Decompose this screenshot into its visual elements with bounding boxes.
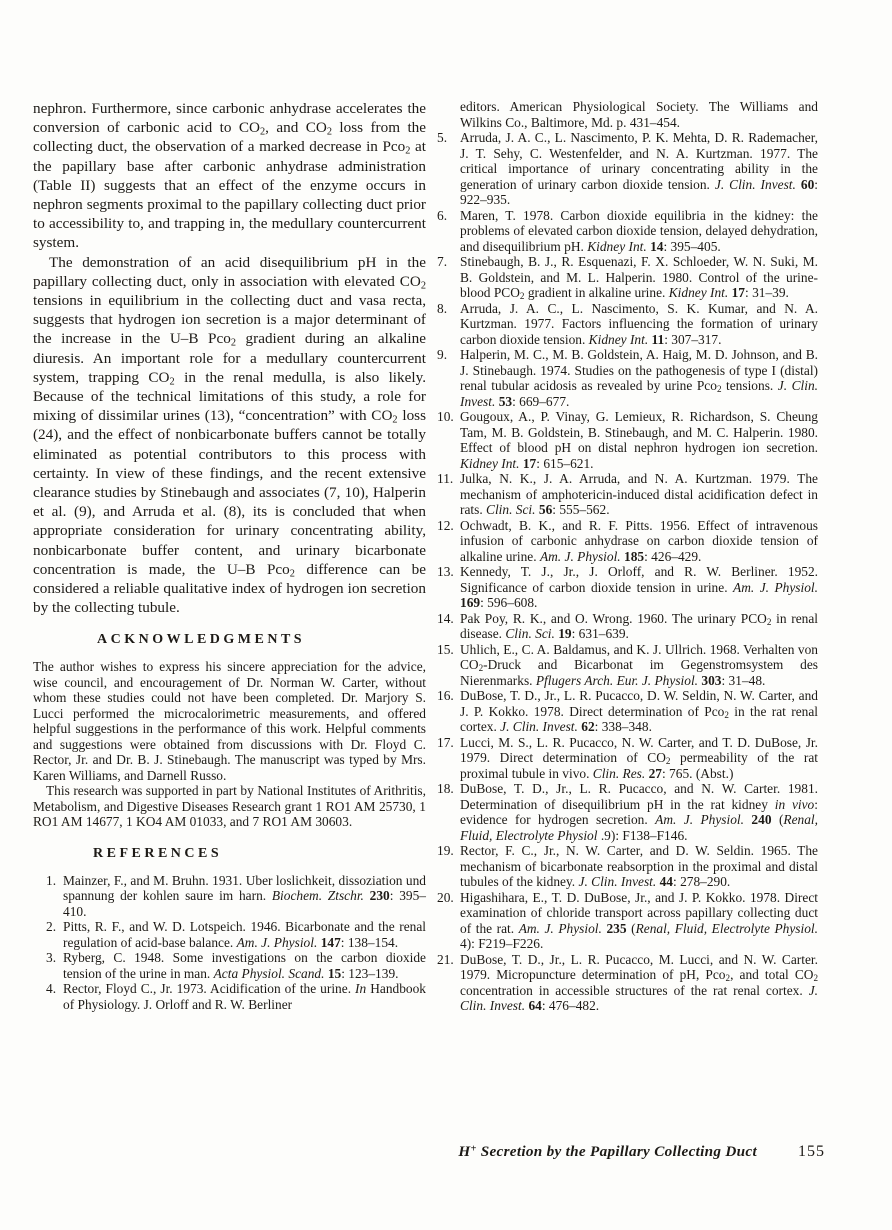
reference-text: Arruda, J. A. C., L. Nascimento, S. K. Kumar, and N. A. Kurtzman. 1977. Factors influencing the formation of urinary carbon dioxide tension. Kidney Int. 11: 307–317. bbox=[460, 300, 818, 347]
reference-number: 2. bbox=[46, 919, 57, 935]
reference-item bbox=[33, 919, 426, 950]
reference-item bbox=[437, 735, 818, 782]
reference-item bbox=[437, 611, 818, 642]
reference-item bbox=[33, 950, 426, 981]
reference-text: Pitts, R. F., and W. D. Lotspeich. 1946. Bicarbonate and the renal regulation of acid-base balance. Am. J. Physiol. 147: 138–154. bbox=[63, 919, 426, 950]
reference-text: Halperin, M. C., M. B. Goldstein, A. Haig, M. D. Johnson, and B. J. Stinebaugh. 1974. Studies on the pathogenesis of type I (distal) renal tubular acidosis as revealed by urine Pco$_2$ tensions. J. Clin. Invest. 53: 669–677. bbox=[460, 347, 819, 409]
right-column bbox=[437, 99, 818, 1014]
reference-item bbox=[437, 642, 818, 689]
reference-text: Gougoux, A., P. Vinay, G. Lemieux, R. Richardson, S. Cheung Tam, M. B. Goldstein, B. Stinebaugh, and M. C. Halperin. 1980. Effect of blood pH on distal nephron hydrogen ion secretion. Kidney Int. 17: 615–621. bbox=[460, 409, 818, 471]
reference-number: 13. bbox=[437, 564, 454, 579]
reference-number: 5. bbox=[437, 130, 448, 145]
reference-item bbox=[437, 347, 818, 409]
reference-text: DuBose, T. D., Jr., L. R. Pucacco, M. Lucci, and N. W. Carter. 1979. Micropuncture determination of pH, Pco$_2$, and total $CO_2$ concentration in accessible structures of the rat renal cortex. J. Clin. Invest. 64: 476–482. bbox=[460, 951, 818, 1013]
reference-text: Mainzer, F., and M. Bruhn. 1931. Uber loslichkeit, dissoziation und spannung der kohlen saure im harn. Biochem. Ztschr. 230: 395–410. bbox=[63, 872, 426, 919]
reference-text: Pak Poy, R. K., and O. Wrong. 1960. The urinary $PCO_2$ in renal disease. Clin. Sci. 19: 631–639. bbox=[460, 610, 818, 641]
reference-number: 7. bbox=[437, 254, 448, 269]
reference-text: Uhlich, E., C. A. Baldamus, and K. J. Ullrich. 1968. Verhalten von $CO_2$-Druck and Bicarbonat im Gegenstromsystem des Nierenmarks. Pflugers Arch. Eur. J. Physiol. 303: 31–48. bbox=[460, 641, 818, 688]
references-list-right bbox=[437, 130, 818, 1014]
page-number: 155 bbox=[798, 1143, 825, 1160]
reference-text: Lucci, M. S., L. R. Pucacco, N. W. Carter, and T. D. DuBose, Jr. 1979. Direct determination of $CO_2$ permeability of the rat proximal tubule in vivo. Clin. Res. 27: 765. (Abst.) bbox=[460, 734, 818, 781]
reference-number: 16. bbox=[437, 688, 454, 703]
reference-number: 11. bbox=[437, 471, 454, 486]
reference-number: 8. bbox=[437, 300, 448, 316]
reference-item bbox=[437, 890, 818, 952]
page-footer bbox=[33, 1143, 825, 1161]
reference-number: 17. bbox=[437, 734, 454, 750]
reference-text: Ryberg, C. 1948. Some investigations on the carbon dioxide tension of the urine in man. Acta Physiol. Scand. 15: 123–139. bbox=[63, 950, 426, 981]
reference-number: 19. bbox=[437, 843, 454, 858]
reference-number: 3. bbox=[46, 950, 57, 966]
references-heading: REFERENCES bbox=[93, 845, 223, 861]
reference-number: 12. bbox=[437, 517, 454, 533]
reference-number: 14. bbox=[437, 610, 454, 626]
references-list-left bbox=[33, 873, 426, 1013]
reference-number: 4. bbox=[46, 981, 57, 997]
reference-text: Julka, N. K., J. A. Arruda, and N. A. Kurtzman. 1979. The mechanism of amphotericin-induced distal acidification defect in rats. Clin. Sci. 56: 555–562. bbox=[460, 471, 818, 517]
reference-item bbox=[437, 254, 818, 301]
reference-item bbox=[33, 873, 426, 920]
reference-number: 6. bbox=[437, 207, 448, 223]
body-paragraph: nephron. Furthermore, since carbonic anhydrase accelerates the conversion of carbonic acid to $CO_2$, and $CO_2$ loss from the collecting duct, the observation of a marked decrease in Pco$_2$ at the papillary base after carbonic anhydrase administration (Table II) suggests that an effect of the enzyme occurs in nephron segments proximal to the papillary collecting duct prior to accessibility to, and trapping in, the medullary countercurrent system. bbox=[33, 100, 427, 252]
running-title: H+ Secretion by the Papillary Collecting Duct bbox=[458, 1143, 757, 1160]
reference-text: Kennedy, T. J., Jr., J. Orloff, and R. W. Berliner. 1952. Significance of carbon dioxide tension in urine. Am. J. Physiol. 169: 596–608. bbox=[460, 564, 818, 610]
reference-item bbox=[437, 301, 818, 348]
reference-number: 10. bbox=[437, 409, 454, 424]
reference-continuation: editors. American Physiological Society. The Williams and Wilkins Co., Baltimore, Md. p. 431–454. bbox=[460, 99, 818, 130]
reference-text: Rector, F. C., Jr., N. W. Carter, and D. W. Seldin. 1965. The mechanism of bicarbonate reabsorption in the proximal and distal tubules of the kidney. J. Clin. Invest. 44: 278–290. bbox=[460, 843, 818, 889]
reference-item bbox=[437, 781, 818, 843]
reference-number: 1. bbox=[46, 872, 57, 888]
reference-item bbox=[437, 843, 818, 890]
reference-number: 21. bbox=[437, 951, 454, 967]
reference-number: 9. bbox=[437, 347, 448, 362]
reference-text: Maren, T. 1978. Carbon dioxide equilibria in the kidney: the problems of elevated carbon dioxide tension, delayed dehydration, and disequilibrium pH. Kidney Int. 14: 395–405. bbox=[460, 207, 818, 254]
reference-item bbox=[33, 981, 426, 1012]
acknowledgments-paragraph: This research was supported in part by National Institutes of Arithritis, Metabolism, and Digestive Diseases Research grant 1 RO1 AM 25730, 1 RO1 AM 14677, 1 KO4 AM 01033, and 7 RO1 AM 30603. bbox=[33, 783, 426, 830]
left-column bbox=[33, 99, 426, 1012]
reference-text: DuBose, T. D., Jr., L. R. Pucacco, and N. W. Carter. 1981. Determination of disequilibrium pH in the rat kidney in vivo: evidence for hydrogen secretion. Am. J. Physiol. 240 (Renal, Fluid, Electrolyte Physiol .9): F138–F146. bbox=[460, 781, 818, 843]
reference-number: 15. bbox=[437, 641, 454, 657]
body-paragraph: The demonstration of an acid disequilibrium pH in the papillary collecting duct, only in association with elevated $CO_2$ tensions in equilibrium in the collecting duct and vasa recta, suggests that hydrogen ion secretion is a major determinant of the increase in the U–B Pco$_2$ gradient during an alkaline diuresis. An important role for a medullary countercurrent system, trapping $CO_2$ in the renal medulla, is also likely. Because of the technical limitations of this study, a role for mixing of dissimilar urines (13), “concentration” with $CO_2$ loss (24), and the effect of nonbicarbonate buffers cannot be totally eliminated as potential contributors to this process with certainty. In view of these findings, and the recent extensive clearance studies by Stinebaugh and associates (7, 10), Halperin et al. (9), and Arruda et al. (8), its is concluded that when appropriate consideration for urinary concentrating ability, nonbicarbonate buffer content, and urinary bicarbonate concentration is made, the U–B Pco$_2$ difference can be considered a reliable qualitative index of hydrogen ion secretion by the collecting tubule. bbox=[33, 253, 426, 617]
acknowledgments-paragraph: The author wishes to express his sincere appreciation for the advice, wise council, and encouragement of Dr. Norman W. Carter, without whom these studies could not have been completed. Dr. Marjory S. Lucci performed the microcalorimetric measurements, and offered helpful suggestions in the performance of this work. Helpful comments and suggestions were obtained from discussions with Dr. Floyd C. Rector, Jr. and Dr. B. J. Stinebaugh. The manuscript was typed by Mrs. Karen Williams, and Darnell Russo. bbox=[33, 659, 426, 783]
reference-item bbox=[437, 688, 818, 735]
reference-item bbox=[437, 518, 818, 565]
reference-item bbox=[437, 208, 818, 255]
reference-number: 18. bbox=[437, 781, 454, 796]
reference-item bbox=[437, 564, 818, 611]
reference-item bbox=[437, 130, 818, 208]
reference-text: Rector, Floyd C., Jr. 1973. Acidification of the urine. In Handbook of Physiology. J. Orloff and R. W. Berliner bbox=[63, 981, 426, 1012]
acknowledgments-heading: ACKNOWLEDGMENTS bbox=[97, 632, 306, 648]
reference-text: Stinebaugh, B. J., R. Esquenazi, F. X. Schloeder, W. N. Suki, M. B. Goldstein, and M. L. Halperin. 1980. Control of the urine-blood $PCO_2$ gradient in alkaline urine. Kidney Int. 17: 31–39. bbox=[460, 254, 818, 301]
reference-item bbox=[437, 471, 818, 518]
reference-item bbox=[437, 409, 818, 471]
reference-text: Ochwadt, B. K., and R. F. Pitts. 1956. Effect of intravenous infusion of carbonic anhydrase on carbon dioxide tension of alkaline urine. Am. J. Physiol. 185: 426–429. bbox=[460, 517, 818, 564]
reference-number: 20. bbox=[437, 889, 454, 905]
reference-text: DuBose, T. D., Jr., L. R. Pucacco, D. W. Seldin, N. W. Carter, and J. P. Kokko. 1978. Direct determination of Pco$_2$ in the rat renal cortex. J. Clin. Invest. 62: 338–348. bbox=[460, 688, 819, 734]
reference-text: Arruda, J. A. C., L. Nascimento, P. K. Mehta, D. R. Rademacher, J. T. Sehy, C. Westenfelder, and N. A. Kurtzman. 1977. The critical importance of urinary concentrating ability in the generation of urinary carbon dioxide tension. J. Clin. Invest. 60: 922–935. bbox=[460, 130, 818, 207]
reference-item bbox=[437, 952, 818, 1014]
reference-text: Higashihara, E., T. D. DuBose, Jr., and J. P. Kokko. 1978. Direct examination of chloride transport across papillary collecting duct of the rat. Am. J. Physiol. 235 (Renal, Fluid, Electrolyte Physiol. 4): F219–F226. bbox=[460, 889, 818, 951]
